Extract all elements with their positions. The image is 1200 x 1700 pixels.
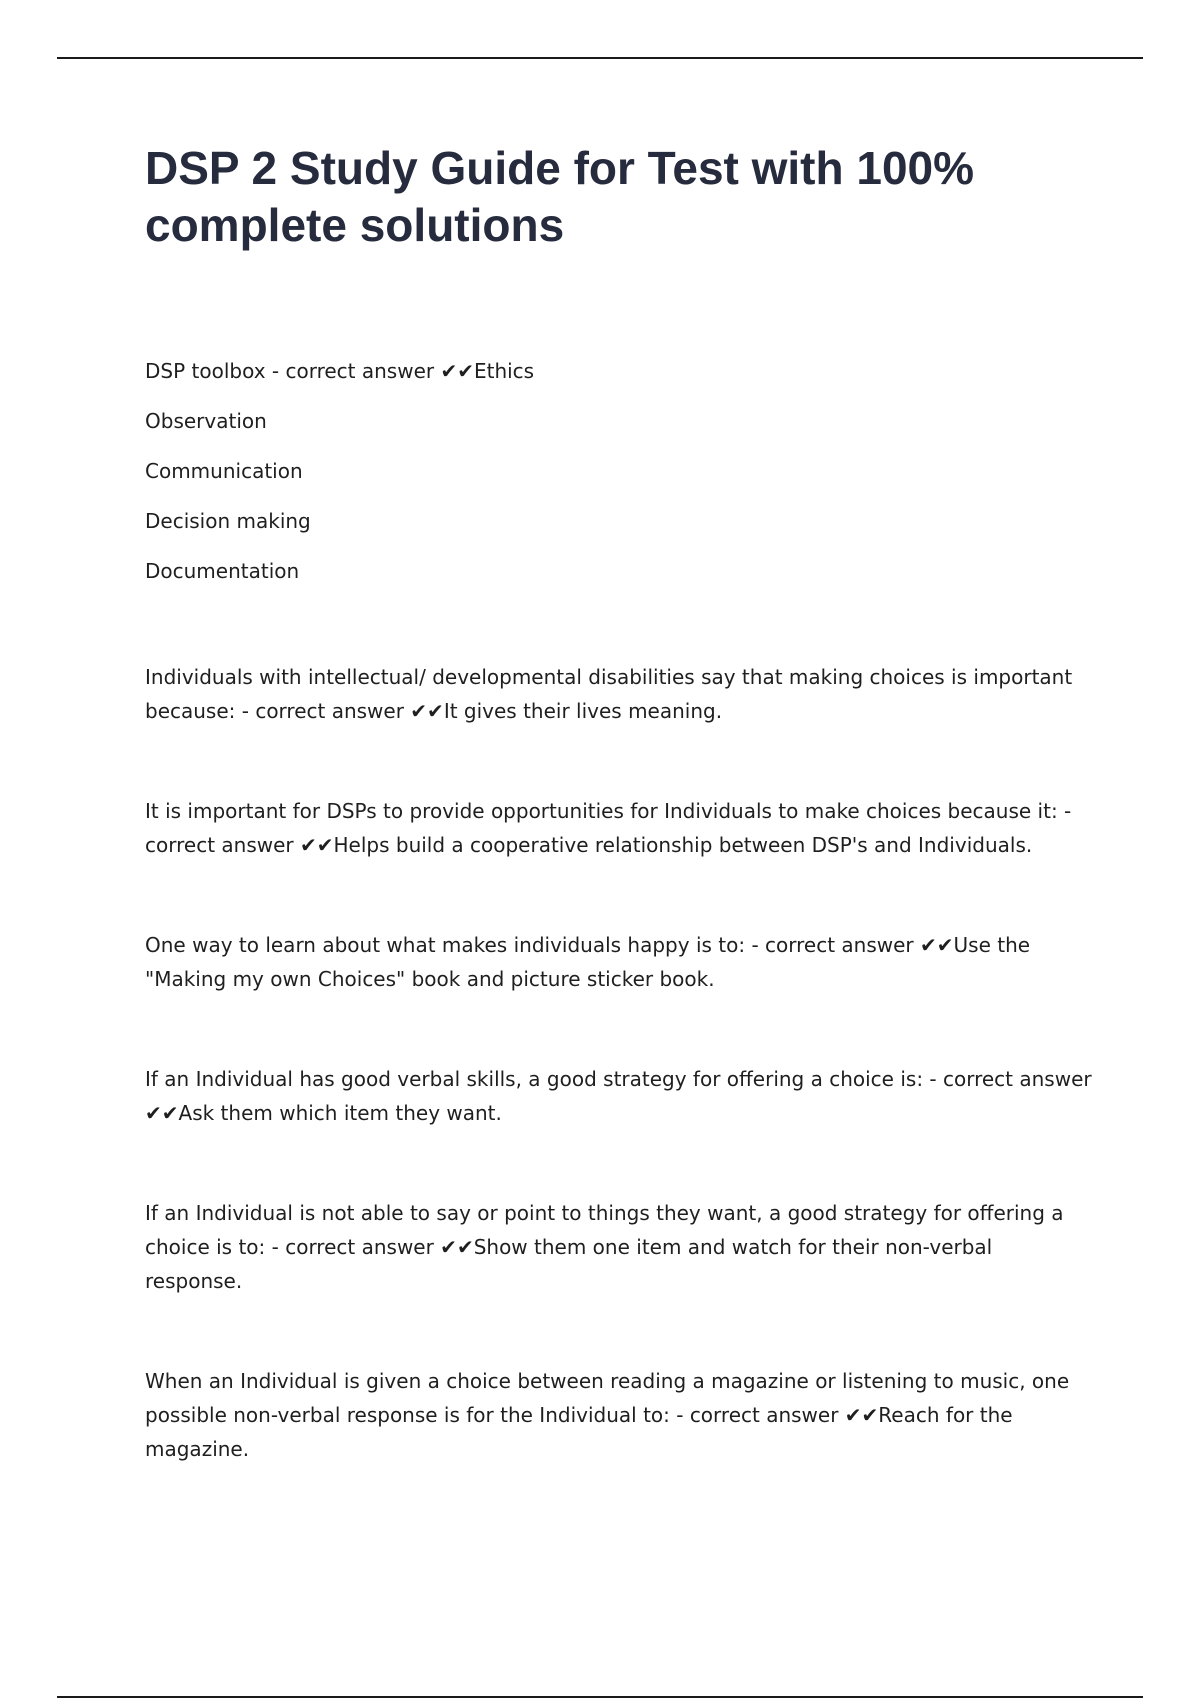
qa-item (145, 928, 1095, 996)
toolbox-question: DSP toolbox - correct answer ✔✔Ethics (145, 359, 535, 383)
qa-item (145, 1364, 1095, 1466)
qa-text: It is important for DSPs to provide opportunities for Individuals to make choices because it: - correct answer ✔✔Helps build a cooperative relationship between DSP's and Individuals. (145, 799, 1072, 857)
qa-text: If an Individual is not able to say or point to things they want, a good strategy for offering a choice is to: - correct answer ✔✔Show them one item and watch for their non-verbal response. (145, 1201, 1064, 1293)
toolbox-item: Communication (145, 459, 303, 483)
top-rule (57, 57, 1143, 59)
bottom-rule (57, 1696, 1143, 1698)
toolbox-item: Decision making (145, 509, 311, 533)
document-body (145, 140, 1095, 1466)
qa-text: When an Individual is given a choice between reading a magazine or listening to music, one possible non-verbal response is for the Individual to: - correct answer ✔✔Reach for the magazine. (145, 1369, 1070, 1461)
toolbox-item: Documentation (145, 559, 300, 583)
qa-item (145, 1062, 1095, 1130)
toolbox-section (145, 354, 1095, 588)
document-title: DSP 2 Study Guide for Test with 100% complete solutions (145, 142, 975, 251)
qa-item (145, 794, 1095, 862)
qa-text: One way to learn about what makes individuals happy is to: - correct answer ✔✔Use the "Making my own Choices" book and picture sticker book. (145, 933, 1031, 991)
qa-item (145, 1196, 1095, 1298)
qa-text: If an Individual has good verbal skills, a good strategy for offering a choice is: - correct answer ✔✔Ask them which item they want. (145, 1067, 1092, 1125)
qa-item (145, 660, 1095, 728)
qa-text: Individuals with intellectual/ developmental disabilities say that making choices is important because: - correct answer ✔✔It gives their lives meaning. (145, 665, 1073, 723)
toolbox-item: Observation (145, 409, 267, 433)
